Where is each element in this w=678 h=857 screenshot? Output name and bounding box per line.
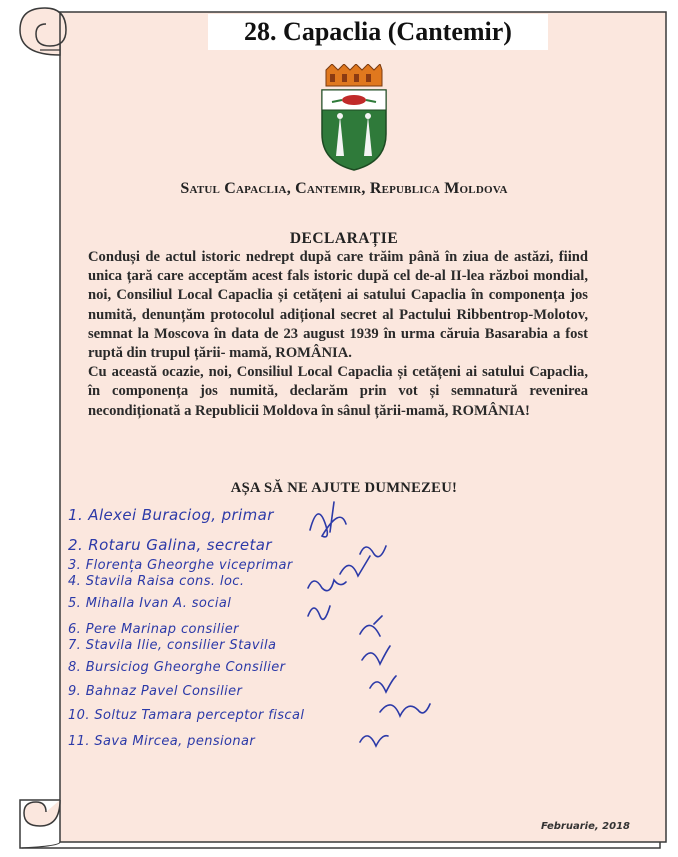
signature-scribbles (300, 496, 450, 756)
scribble-3 (340, 556, 370, 576)
page-title: 28. Capaclia (Cantemir) (208, 14, 548, 50)
signature-row: 10. Soltuz Tamara perceptor fiscal (68, 708, 305, 723)
declaration-body (88, 248, 588, 421)
footer-date: Februarie, 2018 (540, 821, 630, 832)
signature-row: 9. Bahnaz Pavel Consilier (68, 684, 243, 699)
signature-row: 4. Stavila Raisa cons. loc. (68, 574, 245, 589)
declaration-paragraph: Conduși de actul istoric nedrept după care trăim până în ziua de astăzi, fiind unica țară care acceptăm acest fals istoric după cel de-al II-lea război mondial, noi, Consiliul Local Capaclia și cetățeni ai satului Capaclia în componența jos numită, denunțăm protocolul adițional secret al Pactului Ribbentrop-Molotov, semnat la Moscova în data de 23 august 1939 în urma căruia Basarabia a fost ruptă din trupul țării- mamă, ROMÂNIA. (88, 249, 588, 362)
signature-row: 3. Florența Gheorghe viceprimar (68, 558, 293, 573)
scribble-7 (362, 646, 390, 664)
signature-row: 5. Mihalla Ivan A. social (68, 596, 232, 611)
signature-row: 8. Bursiciog Gheorghe Consilier (68, 660, 286, 675)
top-curl (20, 8, 66, 55)
signature-row: 11. Sava Mircea, pensionar (68, 734, 256, 749)
signature-row: 1. Alexei Buraciog, primar (68, 506, 274, 524)
closing-line: AȘA SĂ NE AJUTE DUMNEZEU! (230, 480, 458, 496)
signature-row: 2. Rotaru Galina, secretar (68, 536, 272, 554)
scribble-6 (360, 616, 382, 636)
village-heading: Satul Capaclia, Cantemir, Republica Moldova (180, 180, 508, 197)
declaration-title: DECLARAȚIE (289, 230, 399, 247)
declaration-paragraph: Cu această ocazie, noi, Consiliul Local Capaclia și cetățeni ai satului Capaclia, în componența jos numită, declarăm prin vot și semnatură revenirea necondiționată a Republicii Moldova în sânul țării-mamă, ROMÂNIA! (88, 364, 588, 419)
signature-row: 7. Stavila Ilie, consilier Stavila (68, 638, 277, 653)
scribble-1 (310, 502, 346, 537)
scribble-4 (308, 580, 346, 591)
scribble-8 (370, 676, 396, 692)
signature-row: 6. Pere Marinap consilier (68, 622, 239, 637)
scribble-5 (308, 606, 330, 619)
scribble-10 (360, 736, 388, 746)
coat-of-arms-icon (318, 64, 390, 172)
scribble-9 (380, 704, 430, 716)
scribble-2 (360, 546, 386, 557)
